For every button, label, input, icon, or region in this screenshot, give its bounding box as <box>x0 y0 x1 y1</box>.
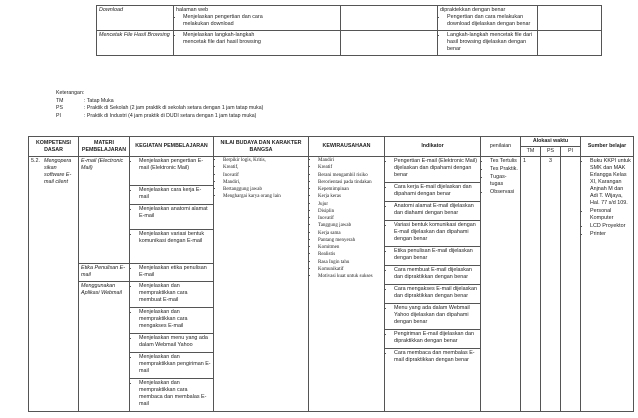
list-item: • Variasi bentuk komunikasi dengan E-mail dijelaskan dan dipahami dengan benar <box>394 222 478 243</box>
table-row <box>29 157 634 264</box>
kewirausahaan-cell <box>309 157 385 412</box>
activity-lead: halaman web <box>176 7 209 13</box>
header-kewirausahaan: KEWIRAUSAHAAN <box>309 137 385 157</box>
kd-text: Mengopera sikan software E-mail client <box>44 158 72 186</box>
header-nilai: NILAI BUDAYA DAN KARAKTER BANGSA <box>214 137 309 157</box>
list-item: • Tes Tertulis <box>490 158 518 165</box>
list-item: • Buku KKPI untuk SMK dan MAK Erlangga Kelas XI, Karangan Anjnah M dan Adi T. Wijaya, Hal. 77 s/d 109. <box>590 158 631 207</box>
list-item: • Inovatif <box>318 216 382 222</box>
list-item: • Cara membuat E-mail dijelaskan dan dipraktikkan dengan benar <box>394 267 478 281</box>
list-item: • Menjelaskan pengertian dan cara melakukan download <box>183 14 263 28</box>
list-item: • Kerja sama <box>318 231 382 237</box>
list-item: • Berani mengambil risiko <box>318 173 382 179</box>
material-cell: Etika Penulisan E-mail <box>79 264 130 282</box>
activity-cell <box>174 31 341 56</box>
value-cell <box>341 6 438 31</box>
list-item: • Berpikir logis, Kritis, <box>223 158 306 164</box>
list-item: • Jujur <box>318 202 382 208</box>
list-item: • Cara kerja E-mail dijelaskan dan dipahami dengan benar <box>394 184 478 198</box>
legend-title: Keterangan: <box>56 90 85 96</box>
kd-cell <box>29 157 79 412</box>
list-item: • Realistis <box>318 252 382 258</box>
list-item: • Menjelaskan pengertian E-mail (Elektronic Mail) <box>139 158 211 172</box>
list-item: • Menjelaskan variasi bentuk komunikasi dengan E-mail <box>139 231 211 245</box>
list-item: • Menjelaskan dan mempraktikkan cara membuat E-mail <box>139 283 211 304</box>
list-item: • Motivasi kuat untuk sukses <box>318 274 382 280</box>
list-item: • Langkah-langkah mencetak file dari hasil browsing dijelaskan dengan benar <box>447 32 535 53</box>
list-item: • Menjelaskan menu yang ada dalam Webmail Yahoo <box>139 335 211 349</box>
activity-cell <box>174 6 341 31</box>
list-item: • Komitmen <box>318 245 382 251</box>
list-item: • Disiplin <box>318 209 382 215</box>
list-item: • Menjelaskan dan mempraktikkan cara mengakses E-mail <box>139 309 211 330</box>
header-pi: PI <box>561 147 581 157</box>
list-item: • Menjelaskan etika penulisan E-mail <box>139 265 211 279</box>
list-item: • Rasa Ingin tahu <box>318 260 382 266</box>
indicator-cell <box>438 31 538 56</box>
list-item: • Tanggung jawab <box>318 223 382 229</box>
sumber-cell <box>581 157 634 412</box>
indicator-cell <box>438 6 538 31</box>
list-item: • Kerja keras <box>318 194 382 200</box>
empty-cell <box>538 31 602 56</box>
activity-cell <box>130 264 214 282</box>
list-item: • Pengertian E-mail (Elektronic Mail) dijelaskan dan dipahami dengan benar <box>394 158 478 179</box>
list-item: • Mandiri <box>318 158 382 164</box>
list-item: • Pengiriman E-mail dijelaskan dan dipraktikkan dengan benar <box>394 331 478 345</box>
list-item: • Cara membaca dan membalas E-mail dipraktikkan dengan benar <box>394 350 478 364</box>
material-cell: Mencetak File Hasil Browsing <box>97 31 174 56</box>
header-kompetensi: KOMPETENSI DASAR <box>29 137 79 157</box>
header-ps: PS <box>541 147 561 157</box>
header-row <box>29 137 634 147</box>
list-item: • Observasi <box>490 189 518 196</box>
list-item: • Pengertian dan cara melakukan download dijelaskan dengan benar <box>447 14 535 28</box>
material-cell: Download <box>97 6 174 31</box>
list-item: • Kreatif <box>318 165 382 171</box>
indicator-cell <box>385 157 481 412</box>
material-cell: Menggunakan Aplikasi Webmail <box>79 282 130 412</box>
pi-cell <box>561 157 581 412</box>
list-item: • Menjelaskan anatomi alamat E-mail <box>139 206 211 220</box>
list-item: • Anatomi alamat E-mail dijelaskan dan diahami dengan benar <box>394 203 478 217</box>
legend-item: PI : Praktik di Industri (4 jam praktik di DUDI setara dengan 1 jam tatap muka) <box>56 112 257 119</box>
legend-item: PS : Praktik di Sekolah (2 jam praktik di sekolah setara dengan 1 jam tatap muka) <box>56 105 264 112</box>
indicator-lead: dipraktekkan dengan benar <box>440 7 506 13</box>
list-item: • Kreatif, <box>223 165 306 171</box>
list-item: • Menu yang ada dalam Webmail Yahoo dijelaskan dan dipahami dengan benar <box>394 305 478 326</box>
ps-cell: 3 <box>541 157 561 412</box>
list-item: • Inovatif <box>223 173 306 179</box>
syllabus-table <box>28 136 634 412</box>
tm-cell: 1 <box>521 157 541 412</box>
legend-item: TM : Tatap Muka <box>56 97 114 104</box>
activity-cell <box>130 282 214 412</box>
value-cell <box>341 31 438 56</box>
legend <box>56 90 263 120</box>
list-item: • Menghargai karya orang lain <box>223 194 306 200</box>
list-item: • Mandiri, <box>223 180 306 186</box>
list-item: • Pantang menyerah <box>318 238 382 244</box>
activity-cell <box>130 157 214 264</box>
list-item: • Menjelaskan dan mempraktikkan pengiriman E-mail <box>139 354 211 375</box>
header-materi: MATERI PEMBELAJARAN <box>79 137 130 157</box>
nilai-cell <box>214 157 309 412</box>
list-item: • Printer <box>590 231 631 238</box>
list-item: • Kepemimpinan <box>318 187 382 193</box>
continuation-table <box>96 5 602 56</box>
empty-cell <box>538 6 602 31</box>
list-item: • Tugas-tugas <box>490 174 518 188</box>
material-cell: E-mail (Electronic Mail) <box>79 157 130 264</box>
list-item: • Etika penulisan E-mail dijelaskan dengan benar <box>394 248 478 262</box>
table-row <box>97 6 602 31</box>
list-item: • Menjelaskan langkah-langkah mencetak file dari hasil browsing <box>183 32 263 46</box>
list-item: • Cara mengakses E-mail dijelaskan dan dipraktikkan dengan benar <box>394 286 478 300</box>
list-item: • Berorientasi pada tindakan <box>318 180 382 186</box>
list-item: • LCD Proyektor <box>590 223 631 230</box>
header-kegiatan: KEGIATAN PEMBELAJARAN <box>130 137 214 157</box>
kd-number: 5.2. <box>31 158 40 164</box>
list-item: • Komunikatif <box>318 267 382 273</box>
header-sumber: Sumber belajar <box>581 137 634 157</box>
list-item: • Bertanggung jawab <box>223 187 306 193</box>
header-tm: TM <box>521 147 541 157</box>
list-item: • Menjelaskan dan mempraktikkan cara membaca dan membalas E-mail <box>139 380 211 408</box>
header-indikator: Indikator <box>385 137 481 157</box>
penilaian-cell <box>481 157 521 412</box>
header-alokasi: Alokasi waktu <box>521 137 581 147</box>
list-item: • Tes Praktik. <box>490 166 518 173</box>
list-item: • Personal Komputer <box>590 208 631 222</box>
table-row <box>97 31 602 56</box>
header-penilaian: penilaian <box>481 137 521 157</box>
list-item: • Menjelaskan cara kerja E-mail <box>139 187 211 201</box>
